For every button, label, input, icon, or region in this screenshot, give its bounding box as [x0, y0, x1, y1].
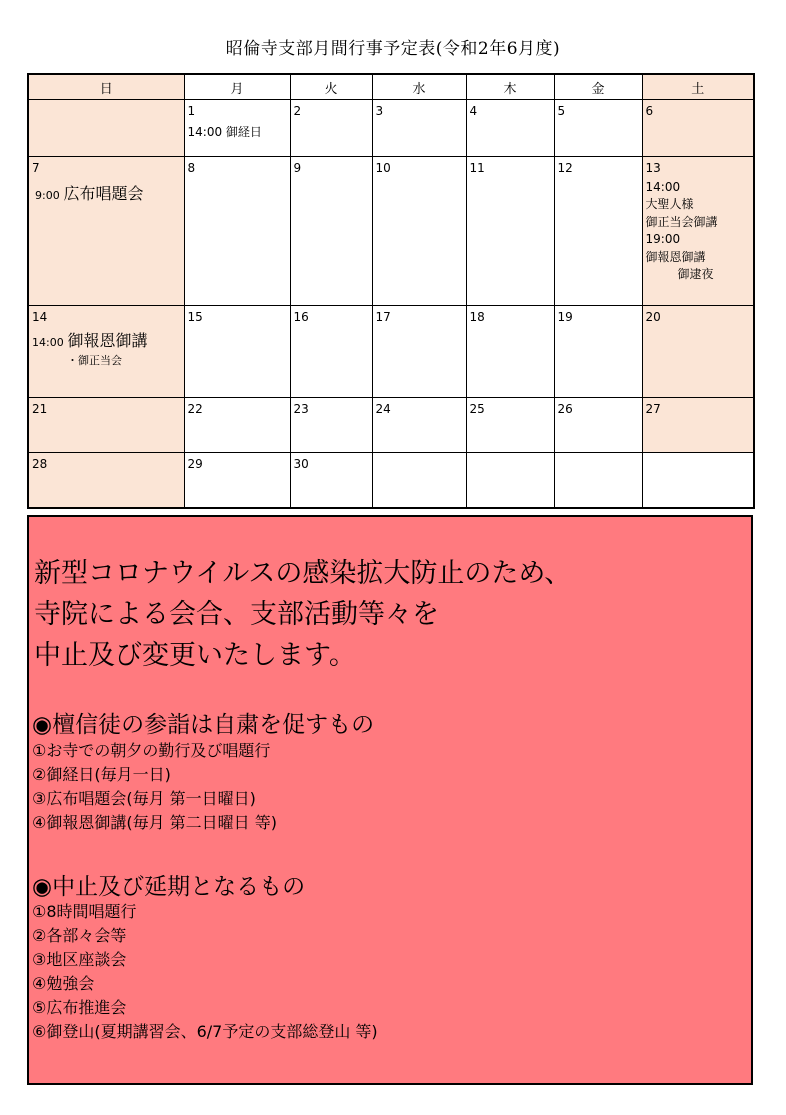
headline-line: 新型コロナウイルスの感染拡大防止のため、 [34, 558, 572, 589]
day-number: 7 [32, 161, 40, 175]
day-cell [466, 157, 554, 306]
day-cell [184, 100, 290, 157]
day-number: 21 [32, 402, 48, 416]
day-cell [184, 306, 290, 398]
day-cell [372, 306, 466, 398]
list-item: ②各部々会等 [32, 926, 127, 945]
day-cell [554, 306, 642, 398]
day-number: 17 [375, 310, 391, 324]
day-cell [372, 157, 466, 306]
list-item: ①8時間唱題行 [32, 902, 137, 921]
day-number [29, 100, 184, 104]
section-list [32, 739, 277, 835]
day-number: 6 [645, 104, 654, 118]
notice-box [27, 515, 753, 1085]
event-time: 14:00 [32, 336, 64, 349]
event-title: 御報恩御講 [67, 331, 148, 350]
headline-line: 寺院による会合、支部活動等々を [34, 599, 439, 630]
event-text: 14:00 [645, 180, 681, 194]
day-cell [28, 306, 184, 398]
day-cell [28, 453, 184, 508]
day-number: 26 [557, 402, 573, 416]
day-cell [466, 398, 554, 453]
week-row [28, 398, 754, 453]
page-title: 昭倫寺支部月間行事予定表(令和2年6月度) [225, 39, 561, 59]
event-title: 広布唱題会 [63, 184, 144, 203]
event-text: 御逮夜 [677, 266, 714, 281]
day-cell [466, 453, 554, 508]
day-cell [554, 157, 642, 306]
day-number: 16 [293, 310, 309, 324]
day-cell [28, 157, 184, 306]
calendar-header-row [28, 74, 754, 100]
day-number: 27 [645, 402, 661, 416]
day-number: 23 [293, 402, 309, 416]
day-number: 2 [293, 104, 302, 118]
event-subtitle: ・御正当会 [67, 354, 122, 368]
header-tue: 火 [290, 74, 372, 100]
list-item: ②御経日(毎月一日) [32, 765, 171, 784]
event-text: 14:00 御経日 [187, 125, 262, 139]
day-number: 11 [469, 161, 485, 175]
day-number: 4 [469, 104, 478, 118]
day-number: 3 [375, 104, 384, 118]
day-cell [642, 453, 754, 508]
list-item: ⑥御登山(夏期講習会、6/7予定の支部総登山 等) [32, 1022, 378, 1041]
section-title: ◉中止及び延期となるもの [32, 874, 306, 900]
week-row [28, 100, 754, 157]
day-number: 30 [293, 457, 309, 471]
day-cell [184, 157, 290, 306]
list-item: ④勉強会 [32, 974, 95, 993]
event-text: 御報恩御講 [645, 249, 706, 264]
day-cell [642, 398, 754, 453]
day-number: 12 [557, 161, 573, 175]
day-cell [372, 453, 466, 508]
header-thu: 木 [466, 74, 554, 100]
week-row [28, 157, 754, 306]
day-number [373, 453, 466, 457]
day-number: 18 [469, 310, 485, 324]
day-number: 13 [645, 161, 661, 175]
header-sat: 土 [642, 74, 754, 100]
day-cell [642, 306, 754, 398]
day-number: 25 [469, 402, 485, 416]
header-sun: 日 [28, 74, 184, 100]
day-cell [642, 157, 754, 306]
day-number: 5 [557, 104, 566, 118]
headline-line: 中止及び変更いたします。 [34, 640, 356, 671]
day-cell [554, 100, 642, 157]
header-fri: 金 [554, 74, 642, 100]
day-cell [184, 398, 290, 453]
day-cell [28, 100, 184, 157]
day-number: 19 [557, 310, 573, 324]
day-number: 10 [375, 161, 391, 175]
day-cell [372, 100, 466, 157]
day-cell [290, 453, 372, 508]
notice-headline [34, 553, 571, 676]
day-number: 22 [187, 402, 203, 416]
list-item: ③広布唱題会(毎月 第一日曜日) [32, 789, 256, 808]
calendar-table [27, 73, 755, 509]
header-wed: 水 [372, 74, 466, 100]
day-number: 15 [187, 310, 203, 324]
day-number [555, 453, 642, 457]
day-cell [554, 398, 642, 453]
event-text: 大聖人様 [645, 197, 694, 212]
day-cell [466, 100, 554, 157]
list-item: ①お寺での朝夕の勤行及び唱題行 [32, 741, 271, 760]
day-number: 28 [32, 457, 48, 471]
list-item: ⑤広布推進会 [32, 998, 127, 1017]
event-text: 19:00 [645, 232, 681, 247]
day-number: 20 [645, 310, 661, 324]
header-mon: 月 [184, 74, 290, 100]
day-cell [290, 398, 372, 453]
day-cell [466, 306, 554, 398]
day-number [643, 453, 754, 457]
list-item: ④御報恩御講(毎月 第二日曜日 等) [32, 813, 278, 832]
day-cell [372, 398, 466, 453]
day-cell [290, 157, 372, 306]
list-item: ③地区座談会 [32, 950, 127, 969]
event-text: 御正当会御講 [645, 214, 718, 229]
day-number: 24 [375, 402, 391, 416]
day-cell [290, 306, 372, 398]
day-number: 29 [187, 457, 203, 471]
day-cell [642, 100, 754, 157]
day-number: 1 [187, 104, 196, 118]
week-row [28, 306, 754, 398]
section-title: ◉檀信徒の参詣は自粛を促すもの [32, 712, 375, 738]
day-number: 8 [187, 161, 196, 175]
day-number: 14 [32, 310, 48, 324]
week-row [28, 453, 754, 508]
day-number: 9 [293, 161, 302, 175]
event-time: 9:00 [35, 189, 60, 202]
section-list [32, 900, 378, 1044]
day-cell [28, 398, 184, 453]
day-cell [184, 453, 290, 508]
day-cell [554, 453, 642, 508]
day-number [467, 453, 554, 457]
day-cell [290, 100, 372, 157]
